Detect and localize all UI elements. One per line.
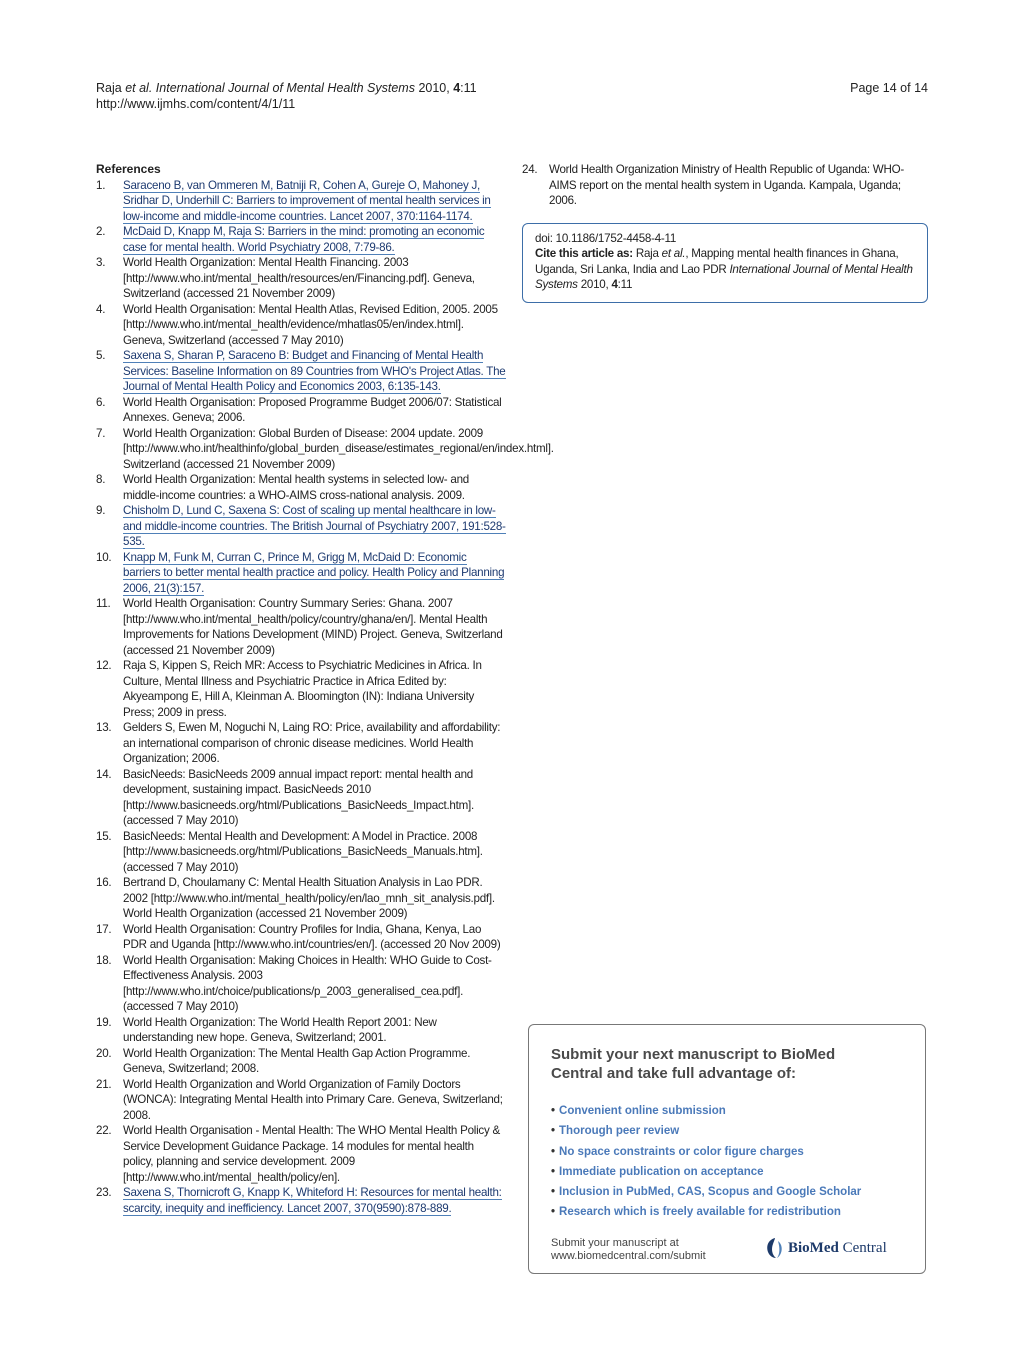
reference-10	[96, 550, 506, 597]
cite-year: 2010,	[580, 278, 609, 291]
ref-text: Bertrand D, Choulamany C: Mental Health Situation Analysis in Lao PDR. 2002 [http://www.who.int/mental_health/policy/en/lao_mnh_sit_analysis.pdf]. World Health Organization (accessed 21 November 2009)	[123, 876, 495, 920]
ref-text: World Health Organization and World Organization of Family Doctors (WONCA): Integrating Mental Health into Primary Care. Geneva, Switzerland; 2008.	[123, 1077, 503, 1122]
references-list-right	[522, 162, 928, 209]
reference-13	[96, 720, 506, 767]
logo-wordmark: BioMed Central	[788, 1239, 887, 1256]
reference-12	[96, 658, 506, 720]
benefit-item	[551, 1121, 925, 1141]
bullet-icon: •	[551, 1186, 556, 1199]
ref-num: 13.	[96, 721, 112, 734]
bullet-icon: •	[551, 1206, 556, 1219]
reference-23	[96, 1185, 506, 1216]
benefit-label: Research which is freely available for redistribution	[559, 1206, 841, 1219]
ref-text: World Health Organisation: Mental Health Atlas, Revised Edition, 2005. 2005 [http://www.who.int/mental_health/evidence/mhatlas05/en/index.html]. Geneva, Switzerland (accessed 7 May 2010)	[123, 302, 498, 347]
references-heading: References	[96, 162, 161, 176]
reference-7	[96, 426, 554, 473]
benefit-label: No space constraints or color figure charges	[559, 1145, 804, 1158]
cite-as-text	[535, 246, 915, 293]
page-number: Page 14 of 14	[850, 81, 928, 95]
doi-label: doi: 10.1186/1752-4458-4-11	[535, 231, 677, 245]
benefit-label: Immediate publication on acceptance	[559, 1165, 764, 1178]
cite-article: :11	[617, 278, 633, 291]
reference-19	[96, 1015, 506, 1046]
ref-num: 10.	[96, 550, 112, 564]
ref-text: World Health Organization: Mental Health Financing. 2003 [http://www.who.int/mental_health/resources/en/Financing.pdf]. Geneva, Switzerland (accessed 21 November 2009)	[123, 256, 475, 300]
citation-line	[96, 80, 928, 96]
cite-label: Cite this article as:	[535, 247, 633, 260]
benefit-label: Thorough peer review	[559, 1125, 680, 1138]
citation-authors: Raja	[96, 81, 122, 95]
ref-num: 21.	[96, 1077, 112, 1091]
reference-9	[96, 503, 506, 550]
ref-link[interactable]: Knapp M, Funk M, Curran C, Prince M, Grigg M, McDaid D: Economic barriers to better mental health practice and policy. Health Policy and Planning 2006, 21(3):157.	[123, 550, 505, 595]
cite-volume: 4	[611, 278, 618, 291]
benefit-item	[551, 1142, 925, 1162]
submit-manuscript-box	[528, 1024, 926, 1274]
ref-num: 20.	[96, 1046, 112, 1060]
reference-8	[96, 472, 506, 503]
ref-num: 2.	[96, 225, 106, 238]
citation-year: 2010,	[418, 81, 450, 95]
citation-box	[522, 223, 928, 303]
ref-text: BasicNeeds: BasicNeeds 2009 annual impact report: mental health and development, sustaining impact. BasicNeeds 2010 [http://www.basicneeds.org/html/Publications_BasicNeeds_Impact.htm]. (accessed 7 May 2010)	[123, 767, 474, 827]
reference-3	[96, 255, 506, 302]
ref-text: World Health Organisation: Proposed Programme Budget 2006/07: Statistical Annexes. Geneva; 2006.	[123, 395, 502, 424]
ref-text: World Health Organization: The Mental Health Gap Action Programme. Geneva, Switzerland; 2008.	[123, 1046, 471, 1075]
submit-title: Submit your next manuscript to BioMed Central and take full advantage of:	[551, 1046, 836, 1082]
cite-title: , Mapping mental health finances in Ghana, Uganda, Sri Lanka, India and Lao PDR	[535, 247, 899, 276]
ref-link[interactable]: Saxena S, Thornicroft G, Knapp K, Whiteford H: Resources for mental health: scarcity, inequity and inefficiency. Lancet 2007, 370(9590):878-889.	[123, 1186, 502, 1215]
ref-num: 1.	[96, 178, 106, 192]
ref-num: 15.	[96, 829, 112, 843]
ref-text: World Health Organisation: Country Summary Series: Ghana. 2007 [http://www.who.int/mental_health/policy/country/ghana/en/]. Mental Health Improvements for Nations Development (MIND) Project. Geneva, Switzerland (accessed 21 November 2009)	[123, 597, 503, 657]
bullet-icon: •	[551, 1165, 556, 1178]
bullet-icon: •	[551, 1145, 556, 1158]
reference-6	[96, 395, 506, 426]
bullet-icon: •	[551, 1125, 556, 1138]
reference-20	[96, 1046, 506, 1077]
reference-15	[96, 829, 506, 876]
ref-text: World Health Organization: Mental health systems in selected low- and middle-income countries: a WHO-AIMS cross-national analysis. 2009.	[123, 473, 469, 502]
ref-num: 17.	[96, 922, 112, 936]
reference-4	[96, 302, 506, 349]
reference-18	[96, 953, 506, 1015]
benefit-item	[551, 1101, 925, 1121]
ref-text: World Health Organization: The World Health Report 2001: New understanding new hope. Geneva, Switzerland; 2001.	[123, 1015, 437, 1044]
ref-text: World Health Organization: Global Burden of Disease: 2004 update. 2009 [http://www.who.int/healthinfo/global_burden_disease/estimates_regional/en/index.html]. Switzerland (accessed 21 November 2009)	[123, 426, 554, 471]
reference-2	[96, 224, 506, 255]
ref-num: 16.	[96, 876, 112, 889]
biomed-swoosh-icon	[765, 1237, 785, 1259]
cite-etal: et al.	[661, 247, 686, 260]
biomed-central-logo	[765, 1237, 887, 1259]
ref-num: 9.	[96, 504, 106, 517]
submit-footer	[551, 1237, 706, 1262]
ref-link[interactable]: Chisholm D, Lund C, Saxena S: Cost of scaling up mental healthcare in low- and middle-income countries. The British Journal of Psychiatry 2007, 191:528-535.	[123, 504, 506, 548]
ref-num: 6.	[96, 395, 106, 409]
citation-etal: et al.	[125, 81, 153, 95]
ref-text: World Health Organization Ministry of Health Republic of Uganda: WHO-AIMS report on the mental health system in Uganda. Kampala, Uganda; 2006.	[549, 163, 904, 207]
ref-link[interactable]: McDaid D, Knapp M, Raja S: Barriers in the mind: promoting an economic case for mental health. World Psychiatry 2008, 7:79-86.	[123, 225, 485, 254]
cite-journal: International Journal of Mental Health Systems	[535, 262, 913, 291]
ref-num: 23.	[96, 1186, 112, 1199]
ref-num: 18.	[96, 953, 112, 967]
ref-num: 4.	[96, 302, 106, 316]
references-right-column	[522, 162, 928, 303]
benefit-item	[551, 1162, 925, 1182]
references-list-left	[96, 178, 554, 1217]
ref-text: Gelders S, Ewen M, Noguchi N, Laing RO: Price, availability and affordability: an international comparison of chronic disease medicines. World Health Organization; 2006.	[123, 721, 501, 765]
reference-5	[96, 348, 506, 395]
reference-24	[522, 162, 928, 209]
reference-17	[96, 922, 506, 953]
benefits-list	[551, 1101, 925, 1223]
benefit-item	[551, 1202, 925, 1222]
reference-1	[96, 178, 506, 225]
ref-num: 24.	[522, 163, 538, 176]
ref-num: 7.	[96, 426, 106, 440]
citation-article: :11	[460, 81, 477, 95]
ref-num: 11.	[96, 597, 111, 610]
ref-link[interactable]: Saraceno B, van Ommeren M, Batniji R, Cohen A, Gureje O, Mahoney J, Sridhar D, Underhill C: Barriers to improvement of mental health services in low-income and middle-income countries. Lancet 2007, 370:1164-1174.	[123, 178, 491, 223]
ref-text: BasicNeeds: Mental Health and Development: A Model in Practice. 2008 [http://www.basicneeds.org/html/Publications_BasicNeeds_Manuals.htm]. (accessed 7 May 2010)	[123, 829, 483, 874]
benefit-label: Inclusion in PubMed, CAS, Scopus and Google Scholar	[559, 1186, 862, 1199]
submit-footer-line1: Submit your manuscript at	[551, 1237, 679, 1249]
ref-num: 8.	[96, 473, 106, 486]
ref-text: World Health Organisation - Mental Health: The WHO Mental Health Policy & Service Development Guidance Package. 14 modules for mental health policy, planning and service development. 2009 [http://www.who.int/mental_health/policy/en].	[123, 1124, 500, 1184]
ref-num: 14.	[96, 767, 112, 781]
reference-11	[96, 596, 506, 658]
ref-num: 22.	[96, 1124, 112, 1137]
cite-author: Raja	[635, 247, 659, 260]
benefit-label: Convenient online submission	[559, 1105, 726, 1117]
bullet-icon: •	[551, 1105, 556, 1117]
reference-21	[96, 1077, 506, 1124]
ref-num: 3.	[96, 256, 106, 269]
submit-url[interactable]: www.biomedcentral.com/submit	[551, 1249, 706, 1262]
ref-text: Raja S, Kippen S, Reich MR: Access to Psychiatric Medicines in Africa. In Culture, Mental Illness and Psychiatric Practice in Africa Edited by: Akyeampong E, Hill A, Kleinman A. Bloomington (IN): Indiana University Press; 2009 in press.	[123, 659, 482, 719]
reference-14	[96, 767, 506, 829]
citation-journal: International Journal of Mental Health Systems	[155, 81, 415, 95]
reference-22	[96, 1123, 506, 1185]
ref-num: 5.	[96, 349, 106, 362]
citation-volume: 4	[453, 81, 461, 95]
ref-text: World Health Organisation: Country Profiles for India, Ghana, Kenya, Lao PDR and Uganda [http://www.who.int/countries/en/]. (accessed 20 Nov 2009)	[123, 922, 501, 951]
benefit-item	[551, 1182, 925, 1202]
ref-num: 12.	[96, 659, 112, 672]
article-url[interactable]: http://www.ijmhs.com/content/4/1/11	[96, 97, 296, 111]
reference-16	[96, 875, 506, 922]
ref-text: World Health Organisation: Making Choices in Health: WHO Guide to Cost-Effectiveness Analysis. 2003 [http://www.who.int/choice/publications/p_2003_generalised_cea.pdf]. (accessed 7 May 2010)	[123, 953, 492, 1013]
page-header	[96, 80, 928, 112]
ref-link[interactable]: Saxena S, Sharan P, Saraceno B: Budget and Financing of Mental Health Services: Baseline Information on 89 Countries from WHO's Project Atlas. The Journal of Mental Health Policy and Economics 2003, 6:135-143.	[123, 349, 506, 393]
ref-num: 19.	[96, 1015, 112, 1029]
